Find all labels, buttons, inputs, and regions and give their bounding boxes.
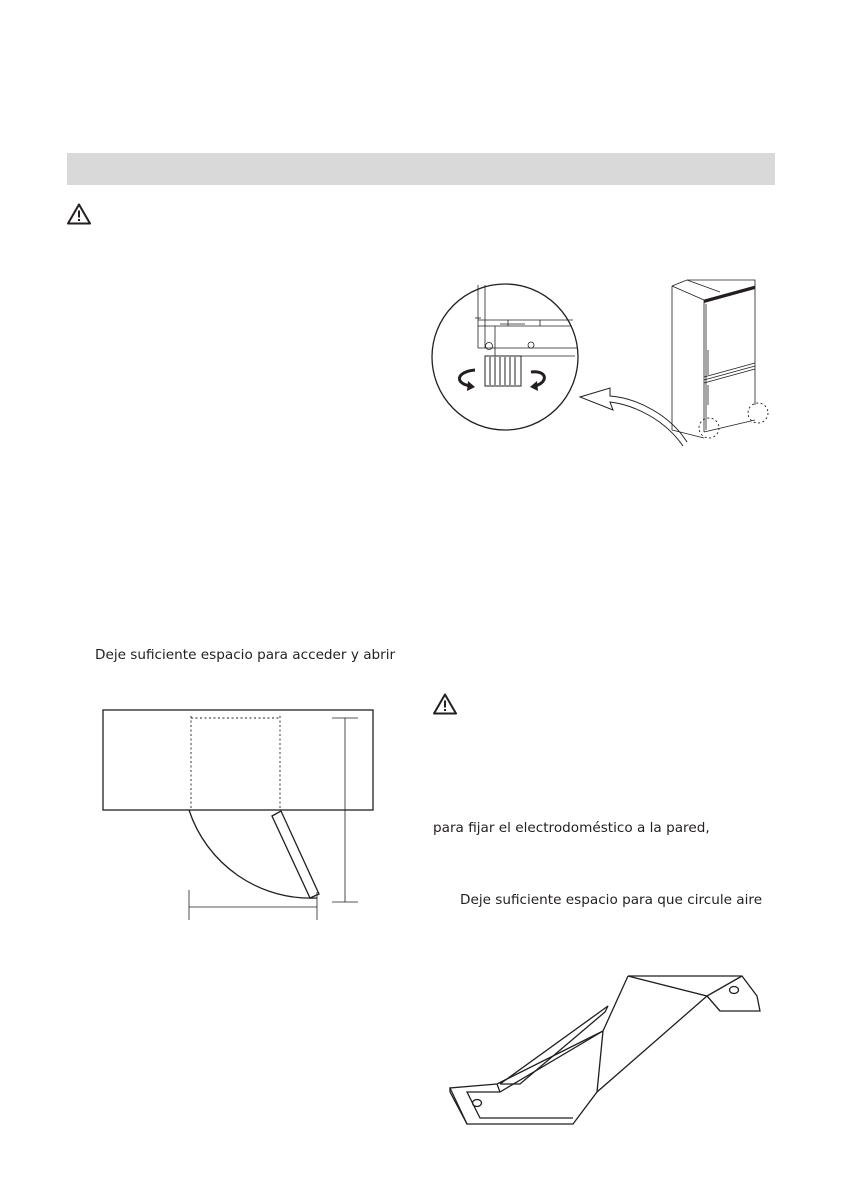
door-swing-clearance-diagram xyxy=(100,708,365,923)
section-header-bar xyxy=(67,153,775,185)
wall-fix-note: para fijar el electrodoméstico a la pared, xyxy=(433,820,710,836)
air-circulation-note: Deje suficiente espacio para que circule aire xyxy=(460,892,763,908)
leveling-feet-illustration xyxy=(425,260,780,455)
warning-triangle-icon xyxy=(67,203,91,225)
anti-tip-bracket-illustration xyxy=(445,968,770,1128)
door-clearance-note: Deje suficiente espacio para acceder y abrir xyxy=(95,647,396,663)
warning-triangle-icon xyxy=(433,693,457,715)
